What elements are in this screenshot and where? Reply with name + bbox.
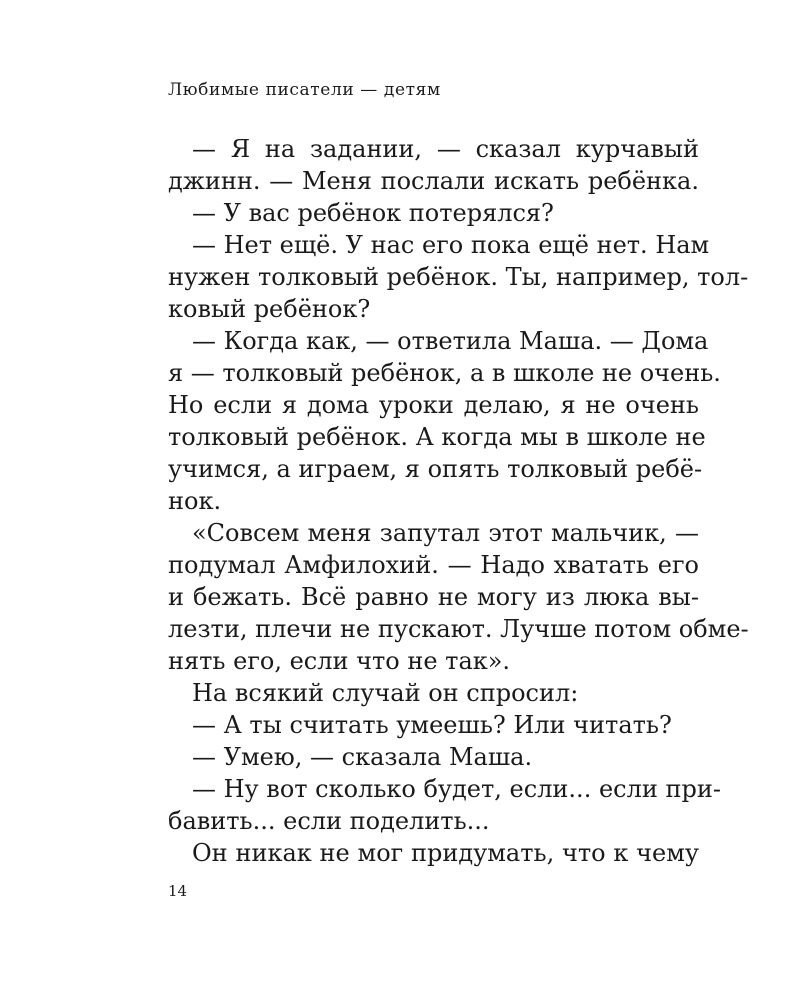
running-header: Любимые писатели — детям [168, 80, 441, 100]
text-line: — У вас ребёнок потерялся? [192, 199, 554, 227]
body-text [168, 133, 749, 869]
text-line: — Я на задании, — сказал курчавый [192, 135, 699, 163]
text-line: джинн. — Меня послали искать ребёнка. [168, 167, 699, 195]
text-line: нять его, если что не так». [168, 647, 511, 675]
text-line: «Совсем меня запутал этот мальчик, — [192, 519, 699, 547]
text-line: — Нет ещё. У нас его пока ещё нет. Нам [192, 231, 710, 259]
text-line: лезти, плечи не пускают. Лучше потом обме- [168, 615, 749, 643]
text-line: я — толковый ребёнок, а в школе не очень. [168, 359, 721, 387]
text-line: толковый ребёнок. А когда мы в школе не [168, 423, 706, 451]
text-line: Но если я дома уроки делаю, я не очень [168, 391, 699, 419]
text-line: нок. [168, 487, 222, 515]
text-line: учимся, а играем, я опять толковый ребё- [168, 455, 703, 483]
text-line: Он никак не мог придумать, что к чему [192, 839, 699, 867]
text-line: На всякий случай он спросил: [192, 679, 579, 707]
text-line: — Ну вот сколько будет, если... если при- [192, 775, 721, 803]
text-line: — Умею, — сказала Маша. [192, 743, 533, 771]
text-line: подумал Амфилохий. — Надо хватать его [168, 551, 699, 579]
text-line: — Когда как, — ответила Маша. — Дома [192, 327, 709, 355]
text-line: нужен толковый ребёнок. Ты, например, тол- [168, 263, 749, 291]
page-number: 14 [168, 882, 188, 900]
text-line: и бежать. Всё равно не могу из люка вы- [168, 583, 699, 611]
text-line: ковый ребёнок? [168, 295, 371, 323]
text-line: бавить... если поделить... [168, 807, 490, 835]
text-line: — А ты считать умеешь? Или читать? [192, 711, 672, 739]
